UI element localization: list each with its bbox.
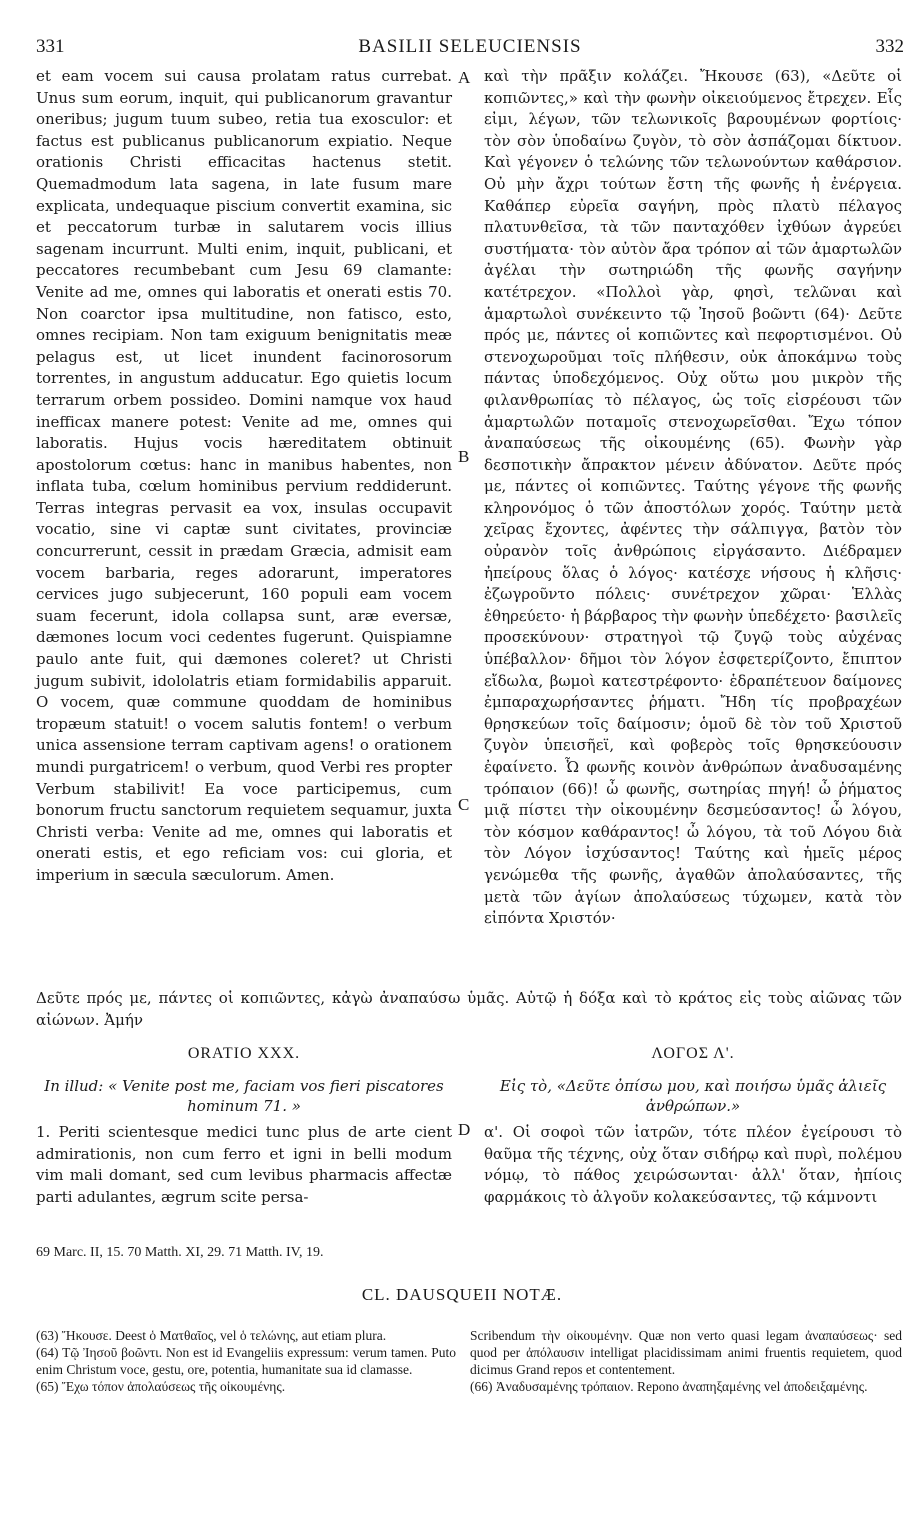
note-65-cont: Scribendum τὴν οἰκουμένην. Quæ non verto quasi legam ἀναπαύσεως· sed quod per ἀπόλαυσιν intelligat placidissimam animi fruentis requietem, quod dicimus Grand repos et contentement. bbox=[470, 1328, 902, 1377]
running-title: BASILII SELEUCIENSIS bbox=[358, 36, 582, 57]
margin-mark-c: C bbox=[458, 795, 470, 814]
oratio-heading-latin: ORATIO XXX. bbox=[187, 1045, 301, 1062]
note-66: (66) Ἀναδυσαμένης τρόπαιον. Repono ἀναπηξαμένης vel ἀποδειξαμένης. bbox=[470, 1379, 868, 1394]
oratio-body-latin: 1. Periti scientesque medici tunc plus de arte cient admirationis, non cum ferro et igni in belli modum vim mali domant, sed cum levibus pharmacis affectæ parti adulantes, ægrum scite persa- bbox=[36, 1123, 452, 1206]
notes-right-column bbox=[470, 1327, 902, 1395]
latin-column bbox=[36, 66, 452, 887]
greek-text: καὶ τὴν πρᾶξιν κολάζει. Ἤκουσε (63), «Δεῦτε οἱ κοπιῶντες,» καὶ τὴν φωνὴν οἰκειούμενος ἔτρεχεν. Εἷς εἰμι, λέγων, τῶν τελωνικοῖς βαρουμένων φορτίοις· τὸν σὸν ὑποδαίνω ζυγὸν, τὸ σὸν ἀσπάζομαι δίκτυον. Καὶ γέγονεν ὁ τελώνης τῶν τελωνούντων καθάρσιον. Οὐ μὴν ἄχρι τούτων ἔστη τῆς φωνῆς ἡ ἐνέργεια. Καθάπερ εὐρεῖα σαγήνη, πρὸς πλατὺ πέλαγος πλατυνθεῖσα, τὰ τῶν πανταχόθεν ἰχθύων ἀγρεύει συστήματα· τὸν αὐτὸν ἄρα τρόπον αἱ τῶν ἁμαρτωλῶν ἀγέλαι τὴν σωτηριώδη τῆς φωνῆς σαγήνην κατέτρεχον. «Πολλοὶ γὰρ, φησὶ, τελῶναι καὶ ἁμαρτωλοὶ συνέκειντο τῷ Ἰησοῦ βοῶντι (64)· Δεῦτε πρός με, πάντες οἱ κοπιῶντες καὶ πεφορτισμένοι. Οὐ στενοχωροῦμαι τοῖς πλήθεσιν, οὐκ ἀποκάμνω τοὺς πάντας ὑποδεχόμενος. Οὐχ οὕτω μου μικρὸν τῆς φιλανθρωπίας τὸ πέλαγος, ὡς τοῖς εἰσρέουσι τῶν ἁμαρτωλῶν ποταμοῖς στενοχωρεῖσθαι. Ἔχω τόπον ἀναπαύσεως τῆς οἰκουμένης (65). Φωνὴν γὰρ δεσποτικὴν ἄπρακτον μένειν ἀδύνατον. Δεῦτε πρός με, πάντες οἱ κοπιῶντες. Ταύτης γέγονε τῆς φωνῆς κληρονόμος ὁ τῶν ἀποστόλων χορός. Ταύτην μετὰ χεῖρας ἔχοντες, ἀφέντες τὴν σάλπιγγα, βατὸν τὸν οὐρανὸν τοῖς ἀνθρώποις εἰργάσαντο. Διέδραμεν ἠπείρους ὅλας ὁ λόγος· κατέσχε νήσους ἡ κλῆσις· ἐζωγροῦντο πόλεις· συνέτρεχον χῶραι· Ἑλλὰς ἐθηρεύετο· ἡ βάρβαρος τὴν φωνὴν ὑπεδέχετο· βασιλεῖς προσεκύνουν· στρατηγοὶ τῷ ζυγῷ τοὺς αὐχένας ὑπέβαλλον· δῆμοι τὸν λόγον ἐσφετερίζοντο, ἔπιπτον εἴδωλα, βωμοὶ κατεστρέφοντο· ἑδραπέτευον δαίμονες ἐμπαραχωρήσαντες ῥήματι. Ἤδη τίς προβραχέων θρησκεύων τοῖς δαίμοσιν; ὁμοῦ δὲ τὸν τοῦ Χριστοῦ ζυγὸν ὑπεισῆεϊ, καὶ φοβερὸς τοῖς θρησκεύουσιν ἐφαίνετο. Ὦ φωνῆς κοινὸν ἀνθρώπων ἀναδυσαμένης τρόπαιον (66)! ὦ φωνῆς, σωτηρίας πηγή! ὦ ῥήματος μιᾷ πίστει τὴν οἰκουμένην δεσμεύσαντος! ὦ λόγου, τὸν κόσμον καθάραντος! ὦ λόγου, τὰ τοῦ Λόγου διὰ τὸν Λόγον ἰσχύσαντος! Ταύτης καὶ ἡμεῖς μέρος γενώμεθα τῆς φωνῆς, ἀγαθῶν ἀπολαύσαντες, τῆς μετὰ τῶν ἁγίων ἀπολαύσεως τύχωμεν, κατὰ τὸν εἰπόντα Χριστόν· bbox=[484, 67, 902, 928]
margin-mark-d: D bbox=[458, 1120, 471, 1139]
oratio-subtitle-greek: Εἰς τὸ, «Δεῦτε ὀπίσω μου, καὶ ποιήσω ὑμᾶς ἁλιεῖς ἀνθρώπων.» bbox=[499, 1077, 887, 1115]
page-number-left: 331 bbox=[36, 36, 65, 57]
oratio-body-greek: α'. Οἱ σοφοὶ τῶν ἰατρῶν, τότε πλέον ἐγείρουσι τὸ θαῦμα τῆς τέχνης, οὐχ ὅταν σιδήρῳ καὶ πυρὶ, πολέμου νόμῳ, τὸ πάθος χειρώσωνται· ἀλλ' ὅταν, ἠπίοις φαρμάκοις τὸ ἀλγοῦν κολακεύσαντες, τῷ κάμνοντι bbox=[484, 1123, 902, 1206]
note-63: (63) Ἤκουσε. Deest ὁ Ματθαῖος, vel ὁ τελώνης, aut etiam plura. bbox=[36, 1328, 387, 1343]
notes-title: CL. DAUSQUEII NOTÆ. bbox=[361, 1285, 563, 1304]
oratio-heading-greek: ΛΟΓΟΣ Λ'. bbox=[651, 1045, 735, 1062]
note-65: (65) Ἔχω τόπον ἀπολαύσεως τῆς οἰκουμένης. bbox=[36, 1379, 286, 1394]
latin-text: et eam vocem sui causa prolatam ratus currebat. Unus sum eorum, inquit, qui publicanorum gravantur oneribus; jugum tuum subeo, retia tua exosculor: et factus est publicanus publicanorum expiatio. Neque orationis Christi efficacitas hactenus stetit. Quemadmodum lata sagena, in late fusum mare explicata, undequaque piscium convertit examina, sic et peccatorum turbæ in salutarem vocis illius sagenam incurrunt. Multi enim, inquit, publicani, et peccatores recumbebant cum Jesu 69 clamante: Venite ad me, omnes qui laboratis et onerati estis 70. Non coarctor ipsa multitudine, non fatisco, esto, omnes recipiam. Non tam exiguum benignitatis meæ pelagus est, ut licet inundent facinorosorum torrentes, in angustum adducatur. Ego quietis locum terrarum orbem possideo. Domini namque vox haud inefficax manere potest: Venite ad me, omnes qui laboratis. Hujus vocis hæreditatem obtinuit apostolorum cœtus: hanc in manibus habentes, non inflata tuba, cœlum hominibus pervium reddiderunt. Terras integras pervasit ea vox, insulas occupavit vocatio, sine vi captæ sunt civitates, provinciæ concurrerunt, cessit in prædam Græcia, admisit eam vocem barbaria, reges adorarunt, imperatores cervices jugo subjecerunt, 160 populi eam vocem suam fecerunt, idola collapsa sunt, aræ eversæ, dæmones locum voci cedentes fugerunt. Quispiamne paulo ante fuit, qui dæmones coleret? ut Christi jugum subivit, idololatris etiam formidabilis apparuit. O vocem, quæ commune quoddam de hominibus tropæum statuit! o vocem salutis fontem! o verbum unica assensione terram captivam agens! o orationem mundi purgatricem! o verbum, quod Verbi res propter Verbum stabilivit! Ea voce participemus, cum bonorum fructu sanctorum requietem sequamur, juxta Christi verba: Venite ad me, omnes qui laboratis et onerati estis, et ego reficiam vos: cui gloria, et imperium in sæcula sæculorum. Amen. bbox=[36, 67, 452, 884]
scripture-footnotes: 69 Marc. II, 15. 70 Matth. XI, 29. 71 Matth. IV, 19. bbox=[36, 1245, 324, 1260]
margin-mark-b: B bbox=[458, 447, 470, 466]
page-number-right: 332 bbox=[875, 36, 904, 57]
greek-column bbox=[484, 66, 902, 930]
oratio-subtitle-latin: In illud: « Venite post me, faciam vos fieri piscatores hominum 71. » bbox=[44, 1077, 444, 1115]
margin-mark-a: A bbox=[458, 68, 471, 87]
note-64: (64) Τῷ Ἰησοῦ βοῶντι. Non est id Evangeliis expressum: verum tamen. Puto enim Christum voce, gestu, ore, potentia, humanitate sua id clamasse. bbox=[36, 1345, 456, 1377]
notes-left-column bbox=[36, 1327, 456, 1395]
greek-closing-line: Δεῦτε πρός με, πάντες οἱ κοπιῶντες, κἀγὼ ἀναπαύσω ὑμᾶς. Αὐτῷ ἡ δόξα καὶ τὸ κράτος εἰς τοὺς αἰῶνας τῶν αἰώνων. Ἀμήν bbox=[36, 989, 902, 1029]
page-header bbox=[36, 32, 904, 62]
